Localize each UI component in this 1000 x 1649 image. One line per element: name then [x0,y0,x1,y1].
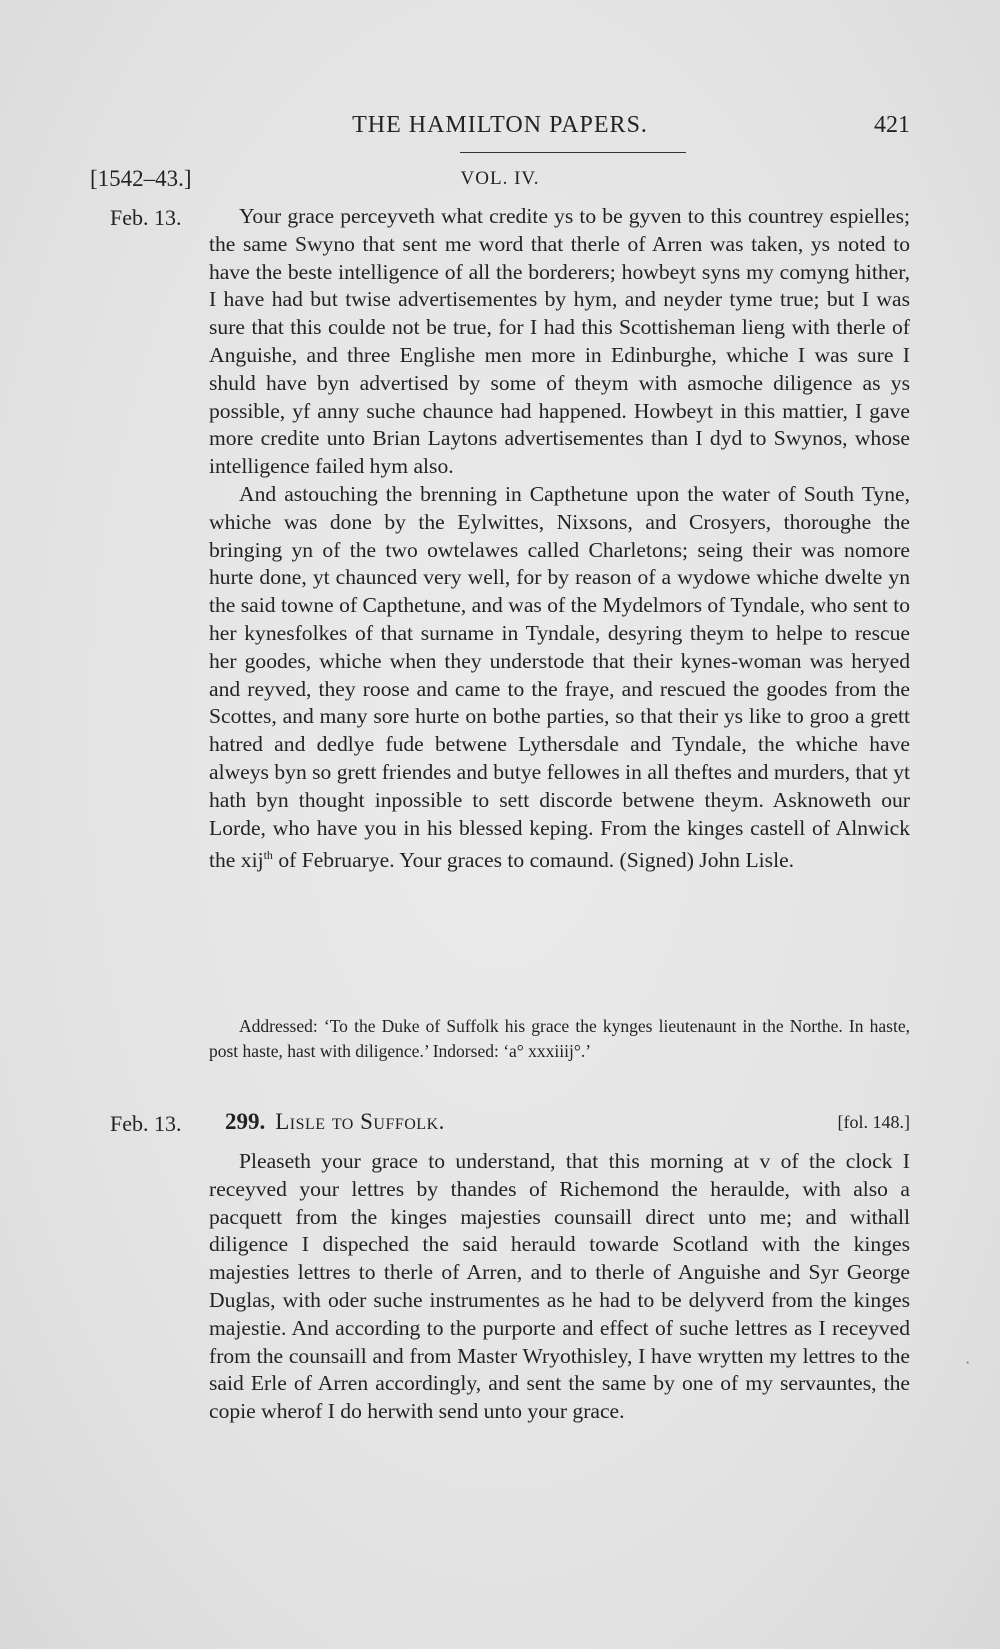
title-rule [460,152,686,153]
letter-closing: of Februarye. Your graces to comaund. (Signed) John Lisle. [272,848,795,873]
address-note: Addressed: ‘To the Duke of Suffolk his grace the kynges lieutenaunt in the Northe. In haste, post haste, hast with diligence.’ Indorsed: ‘a° xxxiiij°.’ [209,1016,910,1061]
page-number: 421 [874,112,910,138]
entry-1-paragraph-2-text: And astouching the brenning in Capthetune upon the water of South Tyne, whiche was done by the Eylwittes, Nixsons, and Crosyers, thoroughe the bringing yn of the two owtelawes called Charletons; seing their was nomore hurte done, yt chaunced very well, for by reason of a wydowe whiche dwelte yn the said towne of Capthetune, and was of the Mydelmors of Tyndale, who sent to her kynesfolkes of that surname in Tyndale, desyring theym to helpe to rescue her goodes, whiche when they understode that their kynes-woman was heryed and reyved, they roose and came to the fraye, and rescued the goodes from the Scottes, and many sore hurte on bothe parties, so that their ys like to groo a grett hatred and dedlye fude betwene Lythersdale and Tyndale, the whiche have alweys byn so grett friendes and butye fellowes in all theftes and murders, that yt hath byn thought inpossible to sett discorde betwene theym. Asknoweth our Lorde, who have you in his blessed keping. From the kinges castell of Alnwick the xij [209,481,911,873]
entry-1-paragraph-1: Your grace perceyveth what credite ys to be gyven to this countrey espielles; the same Swyno that sent me word that therle of Arren was taken, ys noted to have the beste intelligence of all the borderers; howbeyt syns my comyng hither, I have had but twise advertisementes by hym, and neyder tyme true; but I was sure that this coulde not be true, for I had this Scottisheman lieng with therle of Anguishe, and three Englishe men more in Edinburghe, whiche I was sure I shuld have byn advertised by some of theym with asmoche diligence as ys possible, yf anny suche chaunce had happened. Howbeyt in this mattier, I gave more credite unto Brian Laytons advertisementes than I dyd to Swynos, whose intelligence failed hym also. [209,204,910,479]
letter-number: 299. [225,1109,266,1134]
letter-heading [225,1109,445,1135]
entry-1-body [209,203,910,875]
entry-1-paragraph-2 [209,481,910,875]
volume-label: VOL. IV. [460,168,540,189]
date-range: [1542–43.] [90,166,192,191]
entry-2-margin-date: Feb. 13. [110,1111,182,1136]
entry-1-margin-date: Feb. 13. [110,205,182,230]
ordinal-superscript: th [263,848,273,863]
letter-title: Lisle to Suffolk. [275,1109,445,1134]
entry-2-body [209,1148,910,1426]
running-title: THE HAMILTON PAPERS. [352,112,648,138]
stray-mark: · [965,1355,971,1372]
folio-reference: [fol. 148.] [837,1112,910,1132]
entry-2-paragraph: Pleaseth your grace to understand, that this morning at v of the clock I receyved your lettres by thandes of Richemond the heraulde, with also a pacquett from the kinges majesties counsaill direct unto me; and withall diligence I dispeched the said herauld towarde Scotland with the kinges majesties lettres to therle of Arren, and to therle of Anguishe and Syr George Duglas, with oder suche instrumentes as he had to be delyverd from the kinges majestie. And according to the purporte and effect of suche lettres as I receyved from the counsaill and from Master Wryothisley, I have wrytten my lettres to the said Erle of Arren accordingly, and sent the same by one of my servauntes, the copie wherof I do herwith send unto your grace. [209,1149,910,1424]
